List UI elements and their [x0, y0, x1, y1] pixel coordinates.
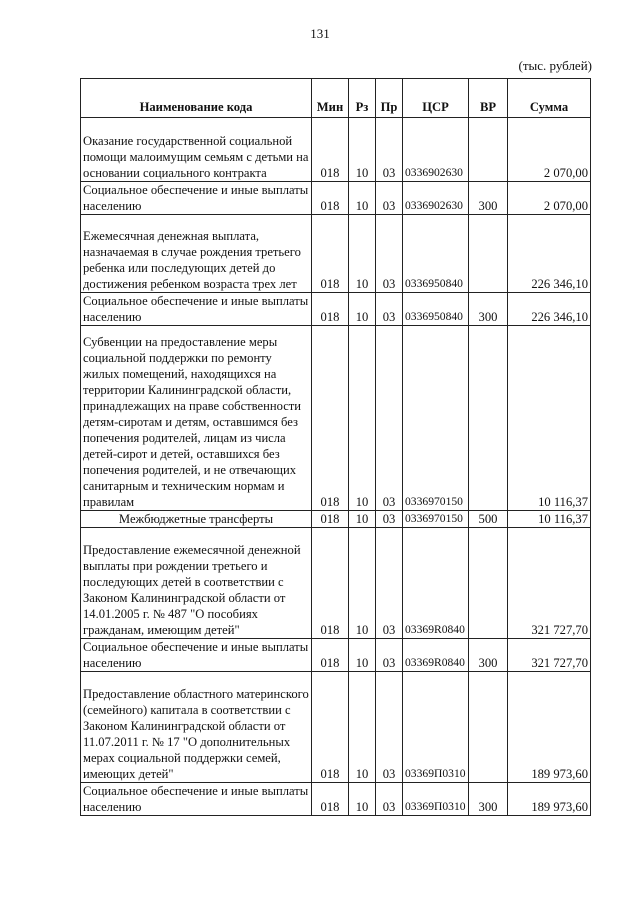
table-row: [81, 783, 591, 816]
row-name-text: Социальное обеспечение и иные выплаты населению: [83, 183, 309, 213]
row-name: [81, 293, 312, 326]
row-name: [81, 215, 312, 293]
row-min: 018: [312, 182, 349, 215]
row-csr: 0336902630: [403, 182, 469, 215]
row-sum: 226 346,10: [508, 293, 591, 326]
row-pr: 03: [376, 118, 403, 182]
row-name: [81, 118, 312, 182]
row-pr: 03: [376, 528, 403, 639]
row-csr: 03369П0310: [403, 783, 469, 816]
row-min: 018: [312, 783, 349, 816]
row-pr: 03: [376, 783, 403, 816]
row-vr: 300: [469, 783, 508, 816]
row-vr: 300: [469, 293, 508, 326]
units-label: (тыс. рублей): [518, 58, 592, 73]
row-name-text: Социальное обеспечение и иные выплаты населению: [83, 784, 309, 814]
header-row: [81, 79, 591, 118]
row-name: [81, 672, 312, 783]
row-rz: 10: [349, 639, 376, 672]
row-sum: 10 116,37: [508, 511, 591, 528]
row-rz: 10: [349, 783, 376, 816]
table-row: [81, 118, 591, 182]
row-name: [81, 639, 312, 672]
row-rz: 10: [349, 326, 376, 511]
row-csr: 03369П0310: [403, 672, 469, 783]
row-pr: 03: [376, 215, 403, 293]
row-rz: 10: [349, 672, 376, 783]
table-row: [81, 528, 591, 639]
row-vr: 300: [469, 182, 508, 215]
row-vr: [469, 672, 508, 783]
row-vr: [469, 118, 508, 182]
table-row: [81, 511, 591, 528]
row-csr: 0336970150: [403, 326, 469, 511]
row-sum: 189 973,60: [508, 672, 591, 783]
page-number: 131: [310, 26, 330, 41]
row-min: 018: [312, 118, 349, 182]
row-rz: 10: [349, 528, 376, 639]
row-rz: 10: [349, 293, 376, 326]
header-vr: ВР: [469, 79, 508, 118]
row-sum: 2 070,00: [508, 118, 591, 182]
row-csr: 0336950840: [403, 215, 469, 293]
table-row: [81, 672, 591, 783]
row-name-text: Оказание государственной социальной помощи малоимущим семьям с детьми на основании социального контракта: [83, 134, 309, 180]
row-vr: 500: [469, 511, 508, 528]
header-rz: Рз: [349, 79, 376, 118]
row-name: [81, 528, 312, 639]
row-csr: 0336970150: [403, 511, 469, 528]
row-min: 018: [312, 511, 349, 528]
table-row: [81, 215, 591, 293]
row-pr: 03: [376, 293, 403, 326]
header-sum: Сумма: [508, 79, 591, 118]
row-csr: 0336950840: [403, 293, 469, 326]
row-name-text: Социальное обеспечение и иные выплаты населению: [83, 294, 309, 324]
row-name-text: Предоставление областного материнского (семейного) капитала в соответствии с Законом Калининградской области от 11.07.2011 г. № 17 "О дополнительных мерах социальной поддержки семей, имеющих детей": [83, 687, 309, 781]
row-vr: [469, 326, 508, 511]
row-name: [81, 511, 312, 528]
row-min: 018: [312, 293, 349, 326]
row-sum: 10 116,37: [508, 326, 591, 511]
row-min: 018: [312, 326, 349, 511]
row-name: [81, 326, 312, 511]
row-name: [81, 182, 312, 215]
table-row: [81, 326, 591, 511]
row-csr: 03369R0840: [403, 528, 469, 639]
row-name-text: Межбюджетные трансферты: [118, 512, 274, 526]
row-csr: 0336902630: [403, 118, 469, 182]
table-row: [81, 293, 591, 326]
row-name-text: Субвенции на предоставление меры социальной поддержки по ремонту жилых помещений, находящихся на территории Калининградской области, принадлежащих на праве собственности детям-сиротам и детям, оставшимся без попечения родителей, лицам из числа детей-сирот и детей, оставшихся без попечения родителей, и не отвечающих санитарным и техническим нормам и правилам: [83, 335, 302, 509]
row-name-text: Предоставление ежемесячной денежной выплаты при рождении третьего и последующих детей в соответствии с Законом Калининградской области от 14.01.2005 г. № 487 "О пособиях гражданам, имеющим детей": [83, 543, 301, 637]
row-sum: 226 346,10: [508, 215, 591, 293]
row-pr: 03: [376, 639, 403, 672]
row-sum: 321 727,70: [508, 528, 591, 639]
row-pr: 03: [376, 511, 403, 528]
row-pr: 03: [376, 672, 403, 783]
row-csr: 03369R0840: [403, 639, 469, 672]
row-pr: 03: [376, 182, 403, 215]
row-rz: 10: [349, 182, 376, 215]
row-pr: 03: [376, 326, 403, 511]
row-sum: 2 070,00: [508, 182, 591, 215]
row-min: 018: [312, 215, 349, 293]
row-sum: 321 727,70: [508, 639, 591, 672]
row-rz: 10: [349, 511, 376, 528]
header-csr: ЦСР: [403, 79, 469, 118]
header-pr: Пр: [376, 79, 403, 118]
row-rz: 10: [349, 118, 376, 182]
row-vr: 300: [469, 639, 508, 672]
header-min: Мин: [312, 79, 349, 118]
row-vr: [469, 215, 508, 293]
row-name-text: Социальное обеспечение и иные выплаты населению: [83, 640, 309, 670]
table-row: [81, 639, 591, 672]
budget-table: [80, 78, 591, 816]
row-min: 018: [312, 672, 349, 783]
row-name-text: Ежемесячная денежная выплата, назначаемая в случае рождения третьего ребенка или последующих детей до достижения ребенком возраста трех лет: [83, 229, 301, 291]
row-vr: [469, 528, 508, 639]
row-sum: 189 973,60: [508, 783, 591, 816]
row-min: 018: [312, 528, 349, 639]
row-rz: 10: [349, 215, 376, 293]
row-name: [81, 783, 312, 816]
table-row: [81, 182, 591, 215]
header-name: Наименование кода: [81, 79, 312, 118]
row-min: 018: [312, 639, 349, 672]
